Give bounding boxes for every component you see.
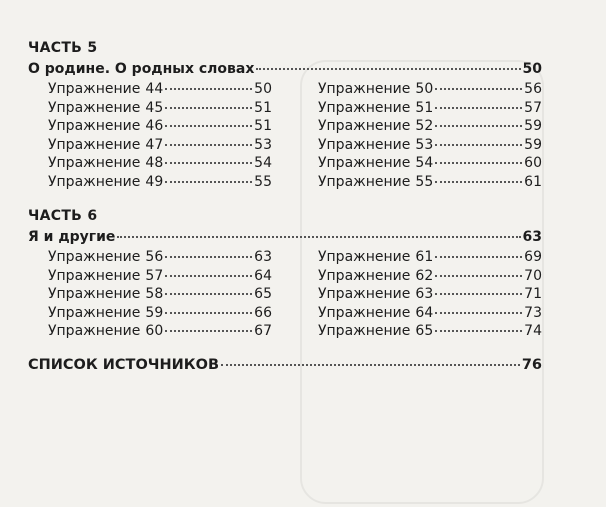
exercise-number: 57 — [145, 267, 164, 284]
sources-page: 76 — [521, 357, 542, 373]
exercise-number: 56 — [145, 249, 164, 265]
exercise-entry[interactable] — [318, 117, 542, 135]
exercise-number: 60 — [145, 323, 164, 340]
leader-dots — [165, 275, 252, 277]
exercise-entry[interactable] — [48, 136, 272, 154]
exercise-entry[interactable] — [318, 154, 542, 172]
leader-dots — [435, 107, 522, 109]
part5-page: 50 — [522, 61, 542, 77]
exercise-label: Упражнение — [48, 323, 141, 340]
leader-dots — [435, 162, 522, 164]
exercise-entry[interactable] — [48, 304, 272, 322]
exercise-number: 48 — [145, 155, 164, 172]
exercise-number: 63 — [415, 286, 434, 303]
exercise-number: 51 — [415, 99, 434, 116]
exercise-number: 61 — [415, 249, 434, 265]
exercise-label: Упражнение — [48, 267, 141, 284]
exercise-entry[interactable] — [318, 304, 542, 322]
exercise-number: 54 — [415, 155, 434, 172]
exercise-label: Упражнение — [48, 99, 141, 116]
exercise-entry[interactable] — [48, 173, 272, 191]
exercise-page: 66 — [254, 304, 272, 321]
exercise-entry[interactable] — [318, 285, 542, 303]
exercise-label: Упражнение — [48, 136, 141, 153]
exercise-entry[interactable] — [48, 248, 272, 266]
part6-page: 63 — [522, 229, 542, 245]
exercise-label: Упражнение — [318, 81, 411, 97]
exercise-entry[interactable] — [318, 136, 542, 154]
exercise-number: 62 — [415, 267, 434, 284]
part6-title-row[interactable] — [28, 228, 542, 246]
exercise-page: 74 — [524, 323, 542, 340]
exercise-entry[interactable] — [48, 267, 272, 285]
leader-dots — [165, 312, 252, 314]
exercise-label: Упражнение — [48, 118, 141, 135]
exercise-page: 73 — [524, 304, 542, 321]
exercise-label: Упражнение — [48, 174, 141, 190]
exercise-number: 44 — [145, 81, 164, 97]
exercise-number: 50 — [415, 81, 434, 97]
exercise-label: Упражнение — [48, 249, 141, 265]
exercise-label: Упражнение — [318, 267, 411, 284]
exercise-page: 65 — [254, 286, 272, 303]
leader-dots — [435, 88, 522, 90]
leader-dots — [165, 125, 252, 127]
exercise-entry[interactable] — [48, 99, 272, 117]
exercise-number: 59 — [145, 304, 164, 321]
leader-dots — [165, 88, 252, 90]
part6-title: Я и другие — [28, 229, 116, 245]
exercise-entry[interactable] — [48, 154, 272, 172]
exercise-number: 58 — [145, 286, 164, 303]
leader-dots — [221, 364, 520, 366]
exercise-page: 57 — [524, 99, 542, 116]
exercise-page: 71 — [524, 286, 542, 303]
part6-heading: ЧАСТЬ 6 — [28, 208, 98, 224]
exercise-page: 50 — [254, 81, 272, 97]
exercise-page: 63 — [254, 249, 272, 265]
leader-dots — [165, 107, 252, 109]
sources-row[interactable] — [28, 356, 542, 374]
leader-dots — [165, 256, 252, 258]
exercise-entry[interactable] — [318, 99, 542, 117]
exercise-entry[interactable] — [318, 322, 542, 340]
exercise-number: 49 — [145, 174, 164, 190]
part5-heading: ЧАСТЬ 5 — [28, 40, 98, 56]
leader-dots — [435, 293, 522, 295]
exercise-page: 59 — [524, 118, 542, 135]
exercise-label: Упражнение — [48, 304, 141, 321]
part5-title-row[interactable] — [28, 60, 542, 78]
exercise-page: 69 — [524, 249, 542, 265]
exercise-entry[interactable] — [48, 80, 272, 98]
exercise-number: 65 — [415, 323, 434, 340]
exercise-label: Упражнение — [48, 286, 141, 303]
exercise-label: Упражнение — [48, 155, 141, 172]
exercise-page: 61 — [524, 174, 542, 190]
exercise-page: 51 — [254, 118, 272, 135]
exercise-page: 54 — [254, 155, 272, 172]
exercise-entry[interactable] — [48, 322, 272, 340]
exercise-page: 55 — [254, 174, 272, 190]
sources-title: СПИСОК ИСТОЧНИКОВ — [28, 357, 219, 373]
exercise-page: 70 — [524, 267, 542, 284]
exercise-number: 45 — [145, 99, 164, 116]
exercise-entry[interactable] — [318, 80, 542, 98]
leader-dots — [256, 68, 520, 70]
leader-dots — [165, 330, 252, 332]
leader-dots — [165, 293, 252, 295]
exercise-page: 60 — [524, 155, 542, 172]
exercise-label: Упражнение — [318, 304, 411, 321]
leader-dots — [435, 125, 522, 127]
exercise-number: 52 — [415, 118, 434, 135]
exercise-page: 53 — [254, 136, 272, 153]
leader-dots — [165, 162, 252, 164]
exercise-page: 67 — [254, 323, 272, 340]
exercise-page: 56 — [524, 81, 542, 97]
exercise-number: 64 — [415, 304, 434, 321]
exercise-label: Упражнение — [318, 174, 411, 190]
exercise-page: 64 — [254, 267, 272, 284]
exercise-number: 47 — [145, 136, 164, 153]
exercise-number: 46 — [145, 118, 164, 135]
part5-title: О родине. О родных словах — [28, 61, 255, 77]
exercise-label: Упражнение — [318, 286, 411, 303]
leader-dots — [117, 236, 520, 238]
leader-dots — [435, 144, 522, 146]
leader-dots — [165, 144, 252, 146]
exercise-entry[interactable] — [318, 267, 542, 285]
exercise-label: Упражнение — [318, 118, 411, 135]
exercise-page: 51 — [254, 99, 272, 116]
exercise-entry[interactable] — [48, 285, 272, 303]
leader-dots — [435, 330, 522, 332]
exercise-entry[interactable] — [318, 248, 542, 266]
leader-dots — [435, 275, 522, 277]
exercise-entry[interactable] — [318, 173, 542, 191]
leader-dots — [435, 256, 522, 258]
exercise-entry[interactable] — [48, 117, 272, 135]
exercise-label: Упражнение — [318, 136, 411, 153]
exercise-number: 55 — [415, 174, 434, 190]
exercise-label: Упражнение — [48, 81, 141, 97]
leader-dots — [165, 181, 252, 183]
exercise-label: Упражнение — [318, 155, 411, 172]
exercise-number: 53 — [415, 136, 434, 153]
exercise-page: 59 — [524, 136, 542, 153]
leader-dots — [435, 312, 522, 314]
leader-dots — [435, 181, 522, 183]
exercise-label: Упражнение — [318, 249, 411, 265]
exercise-label: Упражнение — [318, 99, 411, 116]
exercise-label: Упражнение — [318, 323, 411, 340]
